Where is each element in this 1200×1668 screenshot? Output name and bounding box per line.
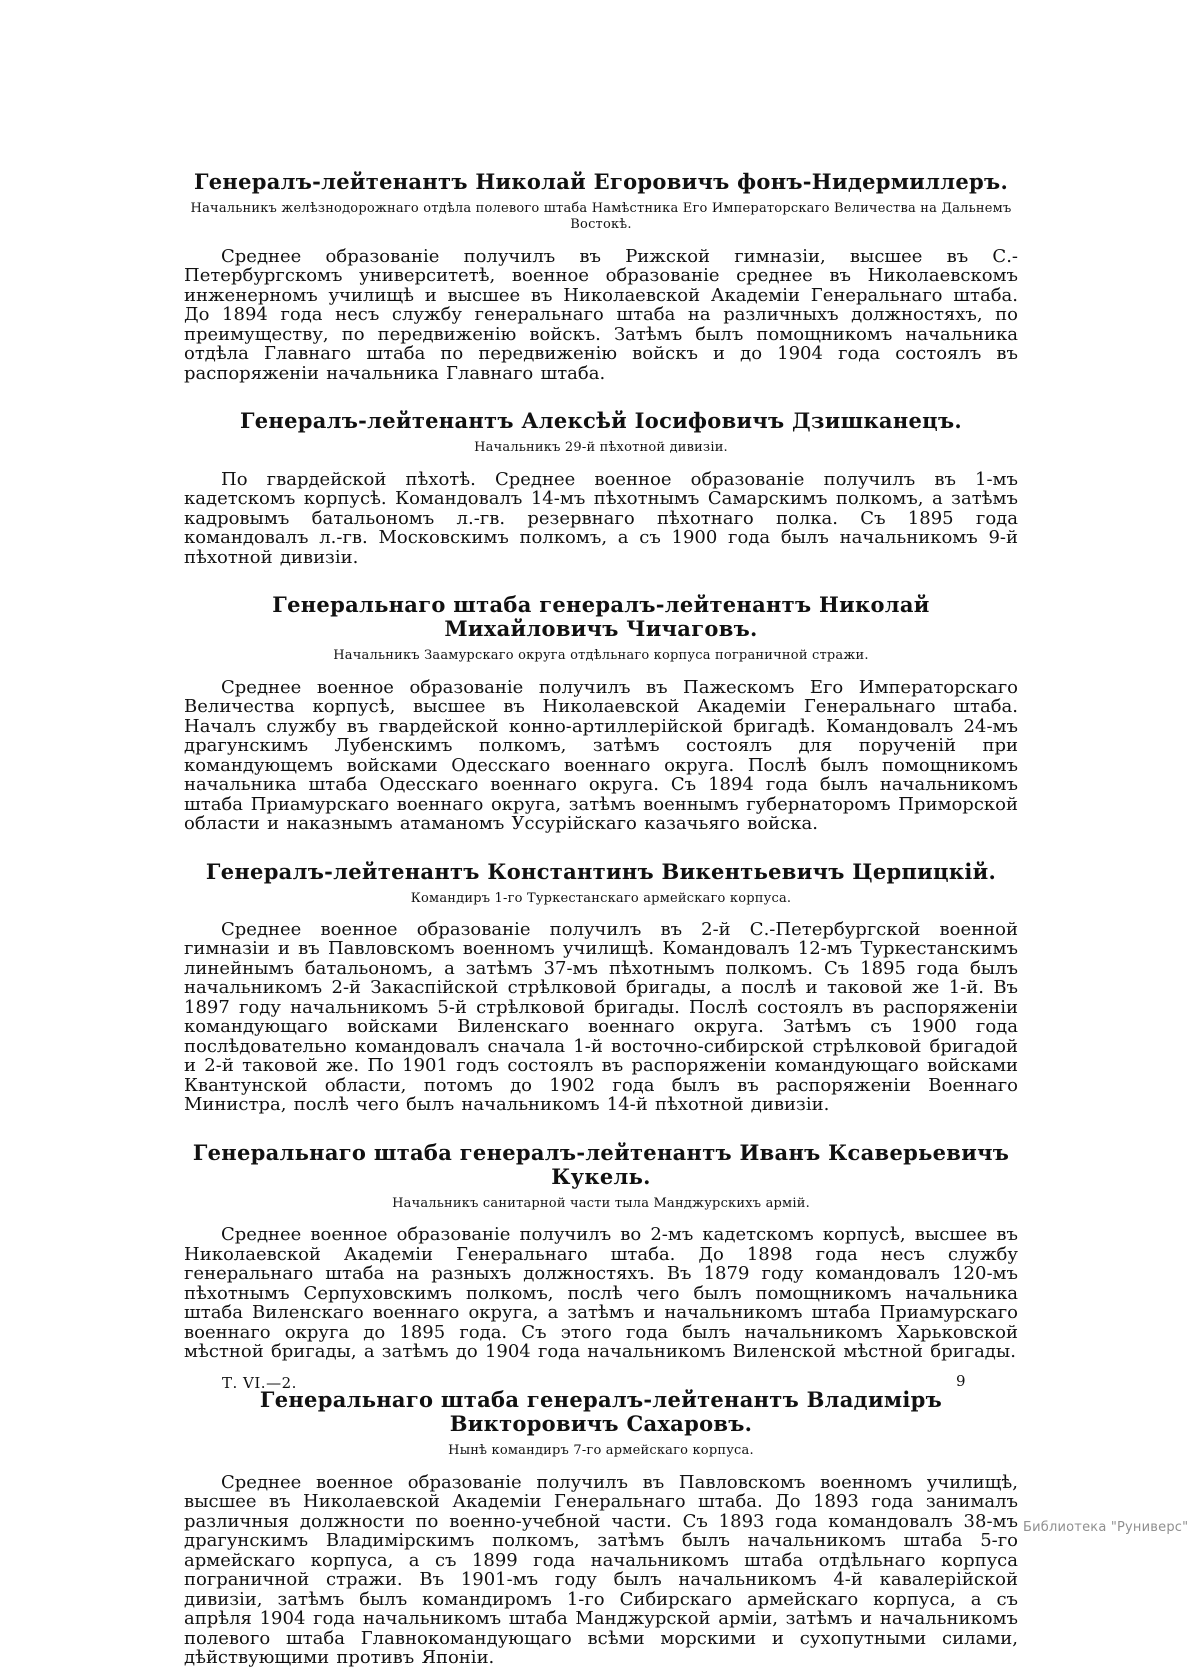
biography-entry [184,1141,1018,1362]
entry-title: Генеральнаго штаба генералъ-лейтенантъ Иванъ Ксаверьевичъ Кукель. [192,1139,1010,1190]
entry-subtitle: Начальникъ санитарной части тыла Манджурскихъ армій. [392,1196,810,1212]
biography-entry [184,170,1018,383]
entry-body: Среднее военное образованіе получилъ въ Пажескомъ Его Императорскаго Величества корпусѣ, высшее въ Николаевской Академіи Генеральнаго штаба. Началъ службу въ гвардейской конно-артиллерійской бригадѣ. Командовалъ 24-мъ драгунскимъ Лубенскимъ полкомъ, затѣмъ состоялъ для порученій при командующемъ войсками Одесскаго военнаго округа. Послѣ былъ помощникомъ начальника штаба Одесскаго военнаго округа. Съ 1894 года былъ начальникомъ штаба Приамурскаго военнаго округа, затѣмъ военнымъ губернаторомъ Приморской области и наказнымъ атаманомъ Уссурійскаго казачьяго войска. [184,676,1018,835]
biography-entry [184,860,1018,1115]
library-watermark: Библиотека "Руниверс" [1023,1520,1189,1535]
entry-subtitle: Командиръ 1-го Туркестанскаго армейскаго корпуса. [410,890,792,906]
entry-body: Среднее военное образованіе получилъ во 2-мъ кадетскомъ корпусѣ, высшее въ Николаевской Академіи Генеральнаго штаба. До 1898 года несъ службу генеральнаго штаба на разныхъ должностяхъ. Въ 1879 году командовалъ 120-мъ пѣхотнымъ Серпуховскимъ полкомъ, послѣ чего былъ помощникомъ начальника штаба Виленскаго военнаго округа, а затѣмъ и начальникомъ штаба Приамурскаго военнаго округа до 1895 года. Съ этого года былъ начальникомъ Харьковской мѣстной бригады, а затѣмъ до 1904 года начальникомъ Виленской мѣстной бригады. [184,1224,1018,1363]
biography-entry [184,593,1018,834]
entry-title: Генеральнаго штаба генералъ-лейтенантъ Владиміръ Викторовичъ Сахаровъ. [259,1386,943,1437]
entry-body: Среднее военное образованіе получилъ въ Павловскомъ военномъ училищѣ, высшее въ Николаевской Академіи Генеральнаго штаба. До 1893 года занималъ различныя должности по военно-учебной части. Съ 1893 года командовалъ 38-мъ драгунскимъ Владимірскимъ полкомъ, затѣмъ былъ начальникомъ штаба 5-го армейскаго корпуса, а съ 1899 года начальникомъ штаба отдѣльнаго корпуса пограничной стражи. Въ 1901-мъ году былъ начальникомъ 4-й кавалерійской дивизіи, затѣмъ былъ командиромъ 1-го Сибирскаго армейскаго корпуса, а съ апрѣля 1904 года начальникомъ штаба Манджурской арміи, затѣмъ и начальникомъ полевого штаба Главнокомандующаго всѣми морскими и сухопутными силами, дѣйствующими противъ Японіи. [184,1471,1018,1668]
page-number: 9 [956,1372,966,1390]
entry-subtitle: Начальникъ Заамурскаго округа отдѣльнаго корпуса пограничной стражи. [333,648,869,664]
entry-title: Генералъ-лейтенантъ Константинъ Викентьевичъ Церпицкій. [205,858,997,884]
volume-signature: Т. VI.—2. [222,1374,297,1392]
entry-title: Генералъ-лейтенантъ Николай Егоровичъ фонъ-Нидермиллеръ. [193,169,1009,194]
entry-body: Среднее образованіе получилъ въ Рижской гимназіи, высшее въ С.-Петербургскомъ университетѣ, военное образованіе среднее въ Николаевскомъ инженерномъ училищѣ и высшее въ Николаевской Академіи Генеральнаго штаба. До 1894 года несъ службу генеральнаго штаба на различныхъ должностяхъ, по преимуществу, по передвиженію войскъ. Затѣмъ былъ помощникомъ начальника отдѣла Главнаго штаба по передвиженію войскъ и до 1904 года состоялъ въ распоряженіи начальника Главнаго штаба. [184,245,1018,384]
biography-entry [184,1388,1018,1668]
entry-title: Генералъ-лейтенантъ Алексѣй Іосифовичъ Дзишканецъ. [239,408,963,434]
entry-subtitle: Начальникъ 29-й пѣхотной дивизіи. [474,440,728,456]
entry-body: По гвардейской пѣхотѣ. Среднее военное образованіе получилъ въ 1-мъ кадетскомъ корпусѣ. Командовалъ 14-мъ пѣхотнымъ Самарскимъ полкомъ, а затѣмъ кадровымъ батальономъ л.-гв. резервнаго пѣхотнаго полка. Съ 1895 года командовалъ л.-гв. Московскимъ полкомъ, а съ 1900 года былъ начальникомъ 9-й пѣхотной дивизіи. [184,468,1018,568]
biography-entry [184,409,1018,567]
entry-subtitle: Нынѣ командиръ 7-го армейскаго корпуса. [448,1443,754,1459]
entry-title: Генеральнаго штаба генералъ-лейтенантъ Николай Михайловичъ Чичаговъ. [272,592,930,642]
entry-body: Среднее военное образованіе получилъ въ 2-й С.-Петербургской военной гимназіи и въ Павловскомъ военномъ училищѣ. Командовалъ 12-мъ Туркестанскимъ линейнымъ батальономъ, а затѣмъ 37-мъ пѣхотнымъ полкомъ. Съ 1895 года былъ начальникомъ 2-й Закаспійской стрѣлковой бригады, а послѣ и таковой же 1-й. Въ 1897 году начальникомъ 5-й стрѣлковой бригады. Послѣ состоялъ въ распоряженіи командующаго войсками Виленскаго военнаго округа. Затѣмъ съ 1900 года послѣдовательно командовалъ сначала 1-й восточно-сибирской стрѣлковой бригадой и 2-й таковой же. По 1901 годъ состоялъ въ распоряженіи командующаго войсками Квантунской области, потомъ до 1902 года былъ въ распоряженіи Военнаго Министра, послѣ чего былъ начальникомъ 14-й пѣхотной дивизіи. [184,918,1018,1116]
text-column [184,170,1018,1668]
entry-subtitle: Начальникъ желѣзнодорожнаго отдѣла полевого штаба Намѣстника Его Императорскаго Величества на Дальнемъ Востокѣ. [190,201,1012,233]
